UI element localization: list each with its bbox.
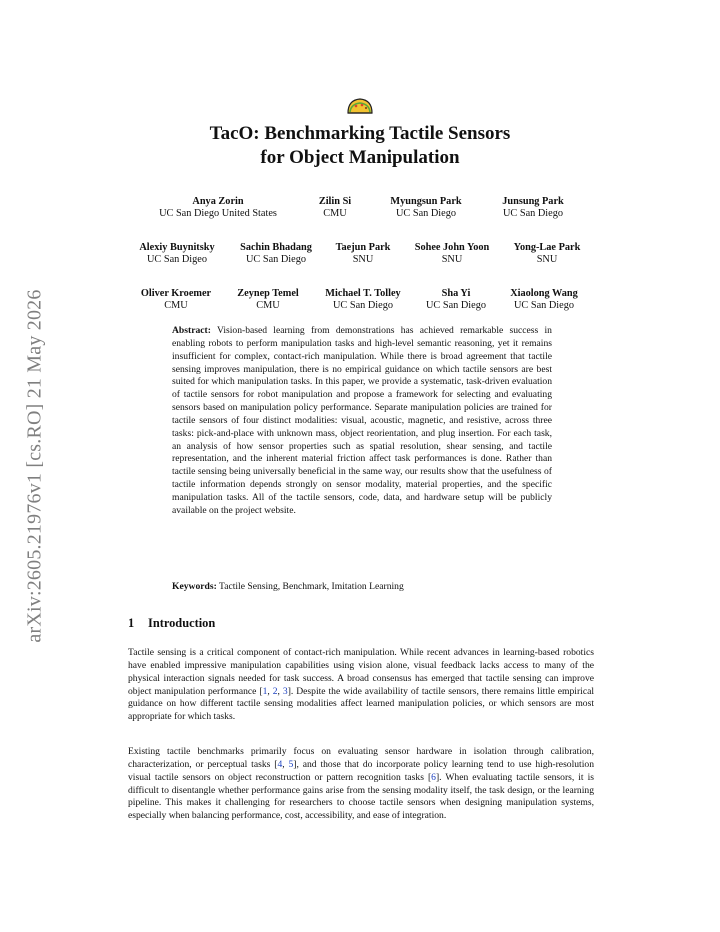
title-line-2: for Object Manipulation: [260, 147, 460, 168]
paper-title: [0, 122, 720, 170]
author-block: [141, 288, 211, 312]
author-affiliation: SNU: [352, 254, 374, 265]
author-affiliation: SNU: [536, 254, 558, 265]
author-name: Oliver Kroemer: [140, 288, 212, 299]
abstract-label: Abstract:: [172, 325, 211, 336]
author-name: Zilin Si: [318, 196, 352, 207]
paragraph-text: ], and those that do incorporate policy learning tend to use high-resolution visual tactile sensors on object reconstruction or pattern recognition tasks [: [128, 758, 594, 783]
citation-separator: ,: [267, 685, 273, 697]
author-block: [319, 196, 351, 220]
author-block: [390, 196, 461, 220]
arxiv-identifier: arXiv:2605.21976v1 [cs.RO] 21 May 2026: [23, 289, 46, 643]
author-affiliation: UC San Digeo: [146, 254, 208, 265]
author-affiliation: SNU: [441, 254, 463, 265]
section-heading: [128, 616, 215, 631]
author-block: [139, 242, 214, 266]
author-block: [159, 196, 277, 220]
citation-link[interactable]: 3: [282, 685, 288, 697]
author-name: Michael T. Tolley: [325, 288, 401, 299]
taco-icon: [346, 97, 374, 115]
author-block: [325, 288, 400, 312]
paragraph-text: Existing tactile benchmarks primarily focus on evaluating sensor hardware in isolation through calibration, characterization, or perceptual tasks [: [128, 746, 594, 770]
keywords: [172, 581, 404, 592]
title-line-1: TacO: Benchmarking Tactile Sensors: [209, 123, 511, 144]
author-name: Sachin Bhadang: [240, 242, 312, 253]
keywords-text: Tactile Sensing, Benchmark, Imitation Learning: [219, 581, 404, 592]
author-affiliation: UC San Diego: [513, 300, 575, 311]
author-name: Zeynep Temel: [237, 288, 299, 299]
section-title: Introduction: [148, 616, 216, 630]
author-block: [237, 288, 299, 312]
author-affiliation: UC San Diego: [502, 208, 564, 219]
citation-link[interactable]: 1: [262, 685, 268, 697]
abstract: [172, 325, 552, 518]
author-block: [510, 288, 578, 312]
author-block: [502, 196, 564, 220]
author-name: Junsung Park: [502, 196, 564, 207]
author-name: Anya Zorin: [192, 196, 244, 207]
author-affiliation: CMU: [323, 208, 347, 219]
citation-separator: ,: [277, 685, 283, 697]
author-affiliation: UC San Diego: [425, 300, 487, 311]
author-name: Alexiy Buynitsky: [139, 242, 215, 253]
author-block: [415, 242, 490, 266]
author-name: Sha Yi: [441, 288, 471, 299]
citation-link[interactable]: 4: [277, 758, 283, 770]
author-block: [426, 288, 486, 312]
citation-link[interactable]: 6: [431, 771, 436, 783]
paragraph-text: ]. When evaluating tactile sensors, it is difficult to disentangle whether performance gains arise from the sensing modality itself, the task design, or the learning pipeline. This makes it challenging for researchers to choose tactile sensors when designing manipulation systems, especially when balancing performance, cost, accessibility, and ease of integration.: [128, 771, 594, 822]
author-affiliation: UC San Diego: [332, 300, 394, 311]
paragraph-text: ]. Despite the wide availability of tactile sensors, there remains little empirical guidance on how different tactile sensing modalities affect learned manipulation policies, or which sensors are most appropriate for which tasks.: [128, 685, 595, 723]
citation-link[interactable]: 5: [288, 758, 294, 770]
body-paragraph: [128, 746, 594, 823]
body-paragraph: [128, 647, 594, 724]
author-affiliation: UC San Diego: [245, 254, 307, 265]
author-name: Taejun Park: [335, 242, 391, 253]
citation-link[interactable]: 2: [272, 685, 278, 697]
author-affiliation: UC San Diego: [395, 208, 457, 219]
author-block: [336, 242, 391, 266]
author-name: Xiaolong Wang: [510, 288, 578, 299]
author-block: [240, 242, 312, 266]
keywords-label: Keywords:: [172, 581, 217, 592]
author-name: Sohee John Yoon: [414, 242, 490, 253]
author-name: Myungsun Park: [390, 196, 462, 207]
author-name: Yong-Lae Park: [513, 242, 581, 253]
author-affiliation: CMU: [256, 300, 280, 311]
author-block: [514, 242, 581, 266]
author-affiliation: UC San Diego United States: [159, 208, 277, 219]
section-number: 1: [128, 616, 135, 630]
paragraph-text: Tactile sensing is a critical component of contact-rich manipulation. While recent advances in learning-based robotics have enabled impressive manipulation capabilities using vision alone, visual feedback lacks access to many of the physical interaction signals needed for task success. A broad consensus has emerged that tactile sensing can improve object manipulation performance [: [128, 647, 594, 697]
citation-separator: ,: [282, 758, 289, 770]
abstract-text: Vision-based learning from demonstrations has achieved remarkable success in enabling robots to perform manipulation tasks and high-level semantic reasoning, yet it remains insufficient for complex, contact-rich manipulation. While there is broad agreement that tactile sensing improves manipulation, there is no empirical guidance on which tactile sensors are best suited for which manipulation tasks. In this paper, we provide a systematic, task-driven evaluation of tactile sensors for robot manipulation and propose a framework for selecting and evaluating sensors based on manipulation policy performance. Separate manipulation policies are trained for tactile sensors of four distinct modalities: visual, acoustic, magnetic, and resistive, across three tasks: pick-and-place with unknown mass, object reorientation, and plug insertion. For each task, an analysis of how sensor properties such as spatial resolution, shear sensing, and tactile representation, and the inherent material friction affect task performances is done. Rather than tactile sensing being universally beneficial in the same way, our results show that the usefulness of tactile information depends strongly on sensor modality, material properties, and the specific manipulation tasks. All of the tactile sensors, code, data, and hardware setup will be publicly available on the project website.: [172, 325, 552, 516]
author-affiliation: CMU: [164, 300, 188, 311]
